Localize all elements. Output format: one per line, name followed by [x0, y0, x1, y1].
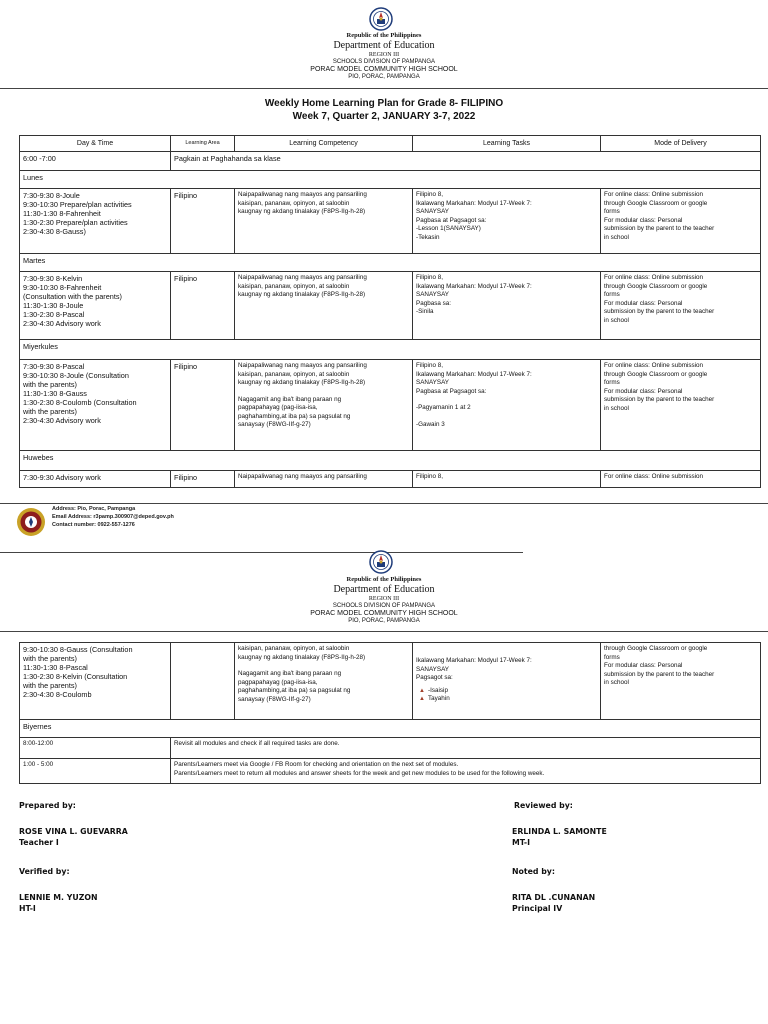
competency-cell: kaisipan, pananaw, opinyon, at saloobin kaugnay ng akdang tinalakay (F8PS-IIg-h-28) Nagagamit ang iba't ibang paraan ng pagpapahayag (pag-iisa-isa, paghahambing,at iba pa) sa pagsulat ng sanaysay (F8WG-IIf-g-27) — [235, 643, 413, 720]
noted-by-label: Noted by: — [512, 867, 555, 876]
republic-text: Republic of the Philippines — [346, 32, 422, 39]
tasks-cell: Filipino 8, Ikalawang Markahan: Modyul 17-Week 7: SANAYSAY Pagbasa at Pagsagot sa: -Pagyamanin 1 at 2 -Gawain 3 — [413, 360, 601, 451]
reviewed-by-label: Reviewed by: — [514, 801, 573, 810]
footer-contact — [52, 505, 174, 529]
department-text: Department of Education — [333, 584, 435, 595]
letterhead — [0, 32, 768, 81]
letterhead — [0, 576, 768, 625]
header-divider — [0, 631, 768, 632]
header-day-time: Day & Time — [20, 136, 171, 152]
school-address-text: PIO, PORAC, PAMPANGA — [348, 74, 420, 80]
footer-address: Address: Pio, Porac, Pampanga — [52, 506, 136, 512]
verified-by-block — [19, 866, 98, 914]
footer-contact-number: Contact number: 0922-557-1276 — [52, 522, 135, 528]
table-row — [20, 738, 761, 759]
region-text: REGION III — [368, 596, 400, 602]
footer-email: Email Address: r3pamp.300907@deped.gov.ph — [52, 514, 174, 520]
school-address-text: PIO, PORAC, PAMPANGA — [348, 618, 420, 624]
day-row-lunes — [20, 171, 761, 189]
verified-by-position: HT-I — [19, 904, 36, 913]
tasks-cell: Filipino 8, Ikalawang Markahan: Modyul 17-Week 7: SANAYSAY Pagbasa sa: -Sinila — [413, 272, 601, 340]
learning-plan-table — [19, 135, 761, 488]
prepared-by-name: ROSE VINA L. GUEVARRA — [19, 827, 128, 836]
tasks-cell: Filipino 8, Ikalawang Markahan: Modyul 17-Week 7: SANAYSAY Pagbasa at Pagsagot sa: -Lesson 1(SANAYSAY) -Tekasin — [413, 189, 601, 254]
department-text: Department of Education — [333, 40, 435, 51]
noted-by-position: Principal IV — [512, 904, 563, 913]
delivery-cell: For online class: Online submission through Google Classroom or google forms For modular class: Personal submission by the parent to the teacher in school — [601, 272, 761, 340]
table-header-row — [20, 136, 761, 152]
reviewed-by-position: MT-I — [512, 838, 531, 847]
competency-cell: Naipapaliwanag nang maayos ang pansariling — [235, 471, 413, 488]
noted-by-name: RITA DL .CUNANAN — [512, 893, 596, 902]
table-row — [20, 360, 761, 451]
reviewed-by-name: ERLINDA L. SAMONTE — [512, 827, 607, 836]
day-label: Biyernes — [20, 720, 761, 738]
table-row — [20, 272, 761, 340]
schedule-cell: 7:30-9:30 8-Kelvin 9:30-10:30 8-Fahrenheit (Consultation with the parents) 11:30-1:30 8-Joule 1:30-2:30 8-Pascal 2:30-4:30 Advisory work — [20, 272, 171, 340]
republic-text: Republic of the Philippines — [346, 576, 422, 583]
verified-by-label: Verified by: — [19, 867, 70, 876]
prepared-by-label: Prepared by: — [19, 801, 76, 810]
schedule-cell: 7:30-9:30 Advisory work — [20, 471, 171, 488]
day-label: Lunes — [20, 171, 761, 189]
activity-cell: Parents/Learners meet via Google / FB Room for checking and orientation on the next set of modules. Parents/Learners meet to return all modules and answer sheets for the week and get new modules to be used for the following week. — [171, 759, 761, 784]
division-text: SCHOOLS DIVISION OF PAMPANGA — [332, 603, 436, 609]
time-cell: 8:00-12:00 — [20, 738, 171, 759]
tasks-cell: Ikalawang Markahan: Modyul 17-Week 7: SANAYSAY Pagsagot sa: ▲ -Isaisip ▲ Tayahin — [413, 643, 601, 720]
task-bullet: ▲ -Isaisip — [416, 687, 597, 696]
noted-by-block — [512, 866, 595, 914]
delivery-cell: through Google Classroom or google forms For modular class: Personal submission by the parent to the teacher in school — [601, 643, 761, 720]
deped-seal-icon — [369, 550, 393, 574]
tasks-cell: Filipino 8, — [413, 471, 601, 488]
day-row-huwebes — [20, 451, 761, 471]
header-divider — [0, 88, 768, 89]
area-cell: Filipino — [171, 272, 235, 340]
day-row-biyernes — [20, 720, 761, 738]
time-cell: 6:00 -7:00 — [20, 152, 171, 171]
competency-cell: Naipapaliwanag nang maayos ang pansariling kaisipan, pananaw, opinyon, at saloobin kaugnay ng akdang tinalakay (F8PS-IIg-h-28) — [235, 189, 413, 254]
area-cell: Filipino — [171, 360, 235, 451]
day-row-martes — [20, 254, 761, 272]
prepared-by-position: Teacher I — [19, 838, 59, 847]
plan-title — [0, 97, 768, 123]
header-learning-competency: Learning Competency — [235, 136, 413, 152]
prepared-by-block — [19, 800, 128, 848]
day-row-miyerkules — [20, 340, 761, 360]
school-text: PORAC MODEL COMMUNITY HIGH SCHOOL — [310, 66, 458, 73]
header-learning-area: Learning Area — [171, 136, 235, 152]
learning-plan-table-continued — [19, 642, 761, 784]
activity-cell: Revisit all modules and check if all required tasks are done. — [171, 738, 761, 759]
verified-by-name: LENNIE M. YUZON — [19, 893, 98, 902]
area-cell: Filipino — [171, 189, 235, 254]
table-row — [20, 189, 761, 254]
day-label: Martes — [20, 254, 761, 272]
time-cell: 1:00 - 5:00 — [20, 759, 171, 784]
school-logo-icon — [16, 507, 46, 537]
page-footer — [16, 505, 246, 535]
table-row — [20, 759, 761, 784]
delivery-cell: For online class: Online submission through Google Classroom or google forms For modular class: Personal submission by the parent to the teacher in school — [601, 360, 761, 451]
plan-title-line1: Weekly Home Learning Plan for Grade 8- FILIPINO — [264, 98, 504, 109]
page-bottom-divider — [0, 503, 768, 504]
delivery-cell: For online class: Online submission through Google Classroom or google forms For modular class: Personal submission by the parent to the teacher in school — [601, 189, 761, 254]
header-mode-of-delivery: Mode of Delivery — [601, 136, 761, 152]
reviewed-by-block — [514, 800, 607, 848]
table-row — [20, 471, 761, 488]
page2-top-divider — [0, 552, 523, 553]
deped-seal-icon — [369, 7, 393, 31]
table-row — [20, 643, 761, 720]
header-learning-tasks: Learning Tasks — [413, 136, 601, 152]
division-text: SCHOOLS DIVISION OF PAMPANGA — [332, 59, 436, 65]
delivery-cell: For online class: Online submission — [601, 471, 761, 488]
day-label: Huwebes — [20, 451, 761, 471]
area-cell — [171, 643, 235, 720]
activity-cell: Pagkain at Paghahanda sa klase — [171, 152, 761, 171]
competency-cell: Naipapaliwanag nang maayos ang pansariling kaisipan, pananaw, opinyon, at saloobin kaugnay ng akdang tinalakay (F8PS-IIg-h-28) — [235, 272, 413, 340]
region-text: REGION III — [368, 52, 400, 58]
task-bullet: ▲ Tayahin — [416, 695, 597, 704]
schedule-cell: 7:30-9:30 8-Pascal 9:30-10:30 8-Joule (Consultation with the parents) 11:30-1:30 8-Gauss 1:30-2:30 8-Coulomb (Consultation with the parents) 2:30-4:30 Advisory work — [20, 360, 171, 451]
table-row — [20, 152, 761, 171]
competency-cell: Naipapaliwanag nang maayos ang pansariling kaisipan, pananaw, opinyon, at saloobin kaugnay ng akdang tinalakay (F8PS-IIg-h-28) Nagagamit ang iba't ibang paraan ng pagpapahayag (pag-iisa-isa, paghahambing,at iba pa) sa pagsulat ng sanaysay (F8WG-IIf-g-27) — [235, 360, 413, 451]
area-cell: Filipino — [171, 471, 235, 488]
school-text: PORAC MODEL COMMUNITY HIGH SCHOOL — [310, 610, 458, 617]
day-label: Miyerkules — [20, 340, 761, 360]
plan-title-line2: Week 7, Quarter 2, JANUARY 3-7, 2022 — [292, 111, 476, 122]
schedule-cell: 9:30-10:30 8-Gauss (Consultation with the parents) 11:30-1:30 8-Pascal 1:30-2:30 8-Kelvin (Consultation with the parents) 2:30-4:30 8-Coulomb — [20, 643, 171, 720]
schedule-cell: 7:30-9:30 8-Joule 9:30-10:30 Prepare/plan activities 11:30-1:30 8-Fahrenheit 1:30-2:30 Prepare/plan activities 2:30-4:30 8-Gauss) — [20, 189, 171, 254]
